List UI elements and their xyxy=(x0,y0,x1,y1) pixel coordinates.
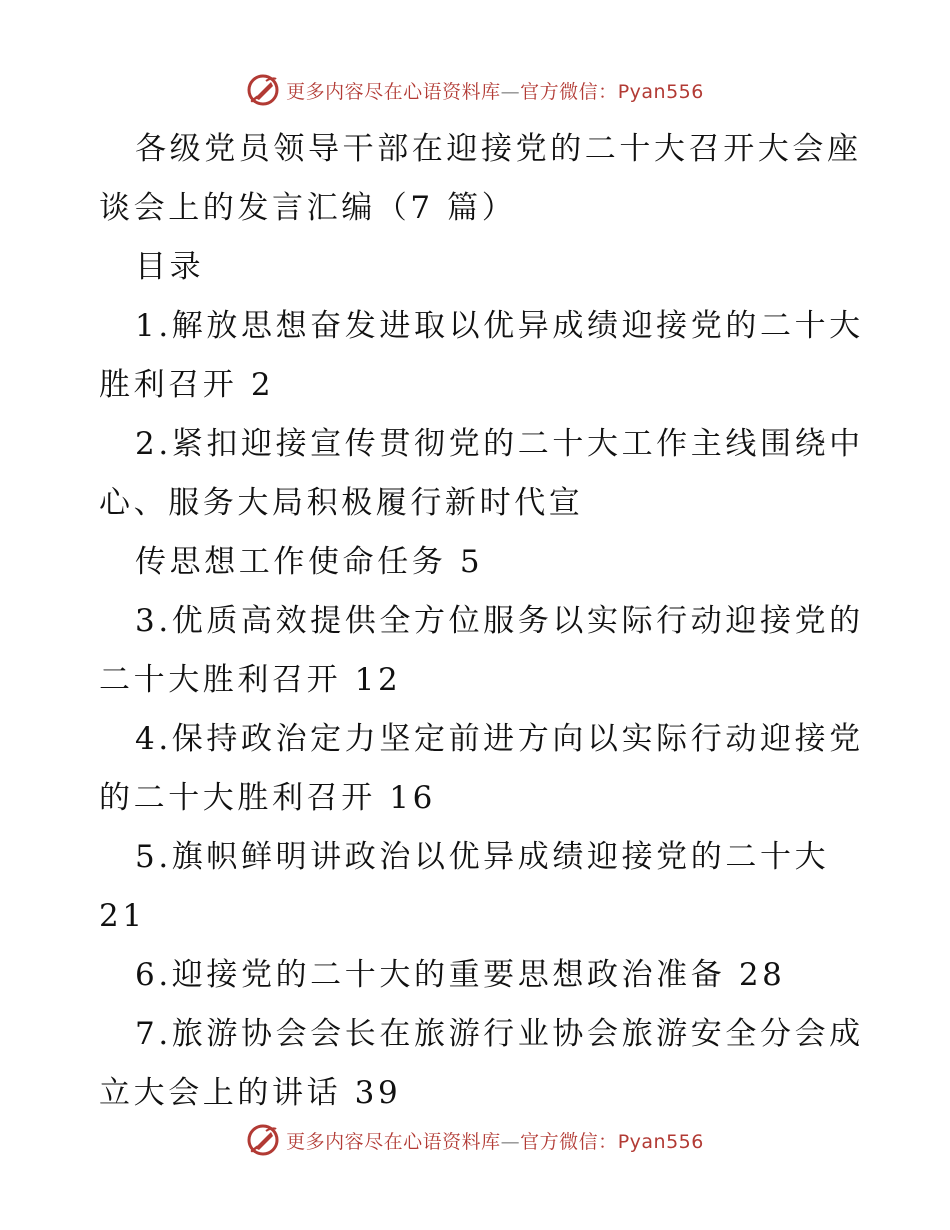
toc-entry-7-line-2: 立大会上的讲话 39 xyxy=(99,1075,402,1111)
document-body xyxy=(99,120,864,1123)
header-watermark-text: 更多内容尽在心语资料库—官方微信：Pyan556 xyxy=(286,80,704,103)
document-title-line-1: 各级党员领导干部在迎接党的二十大召开大会座 xyxy=(135,131,862,167)
toc-heading: 目录 xyxy=(135,249,205,285)
toc-entry-6-line-1: 6.迎接党的二十大的重要思想政治准备 28 xyxy=(135,957,786,993)
toc-entry-2-line-3: 传思想工作使命任务 5 xyxy=(135,544,484,580)
toc-entry-1-line-1: 1.解放思想奋发进取以优异成绩迎接党的二十大 xyxy=(135,308,864,344)
quill-logo-icon xyxy=(246,73,280,107)
document-title-line-2: 谈会上的发言汇编（7 篇） xyxy=(99,190,517,226)
header-watermark-banner xyxy=(0,70,950,110)
toc-entry-5-line-2: 21 xyxy=(99,898,146,934)
footer-watermark-banner xyxy=(0,1120,950,1160)
toc-entry-4-line-1: 4.保持政治定力坚定前进方向以实际行动迎接党 xyxy=(135,721,864,757)
toc-entry-4-line-2: 的二十大胜利召开 16 xyxy=(99,780,436,816)
toc-entry-3-line-1: 3.优质高效提供全方位服务以实际行动迎接党的 xyxy=(135,603,864,639)
toc-entry-2-line-1: 2.紧扣迎接宣传贯彻党的二十大工作主线围绕中 xyxy=(135,426,864,462)
toc-entry-3-line-2: 二十大胜利召开 12 xyxy=(99,662,402,698)
toc-entry-5-line-1: 5.旗帜鲜明讲政治以优异成绩迎接党的二十大 xyxy=(135,839,830,875)
toc-entry-1-line-2: 胜利召开 2 xyxy=(99,367,275,403)
toc-entry-2-line-2: 心、服务大局积极履行新时代宣 xyxy=(99,485,584,521)
quill-logo-icon xyxy=(246,1123,280,1157)
toc-entry-7-line-1: 7.旅游协会会长在旅游行业协会旅游安全分会成 xyxy=(135,1016,864,1052)
footer-watermark-text: 更多内容尽在心语资料库—官方微信：Pyan556 xyxy=(286,1130,704,1153)
